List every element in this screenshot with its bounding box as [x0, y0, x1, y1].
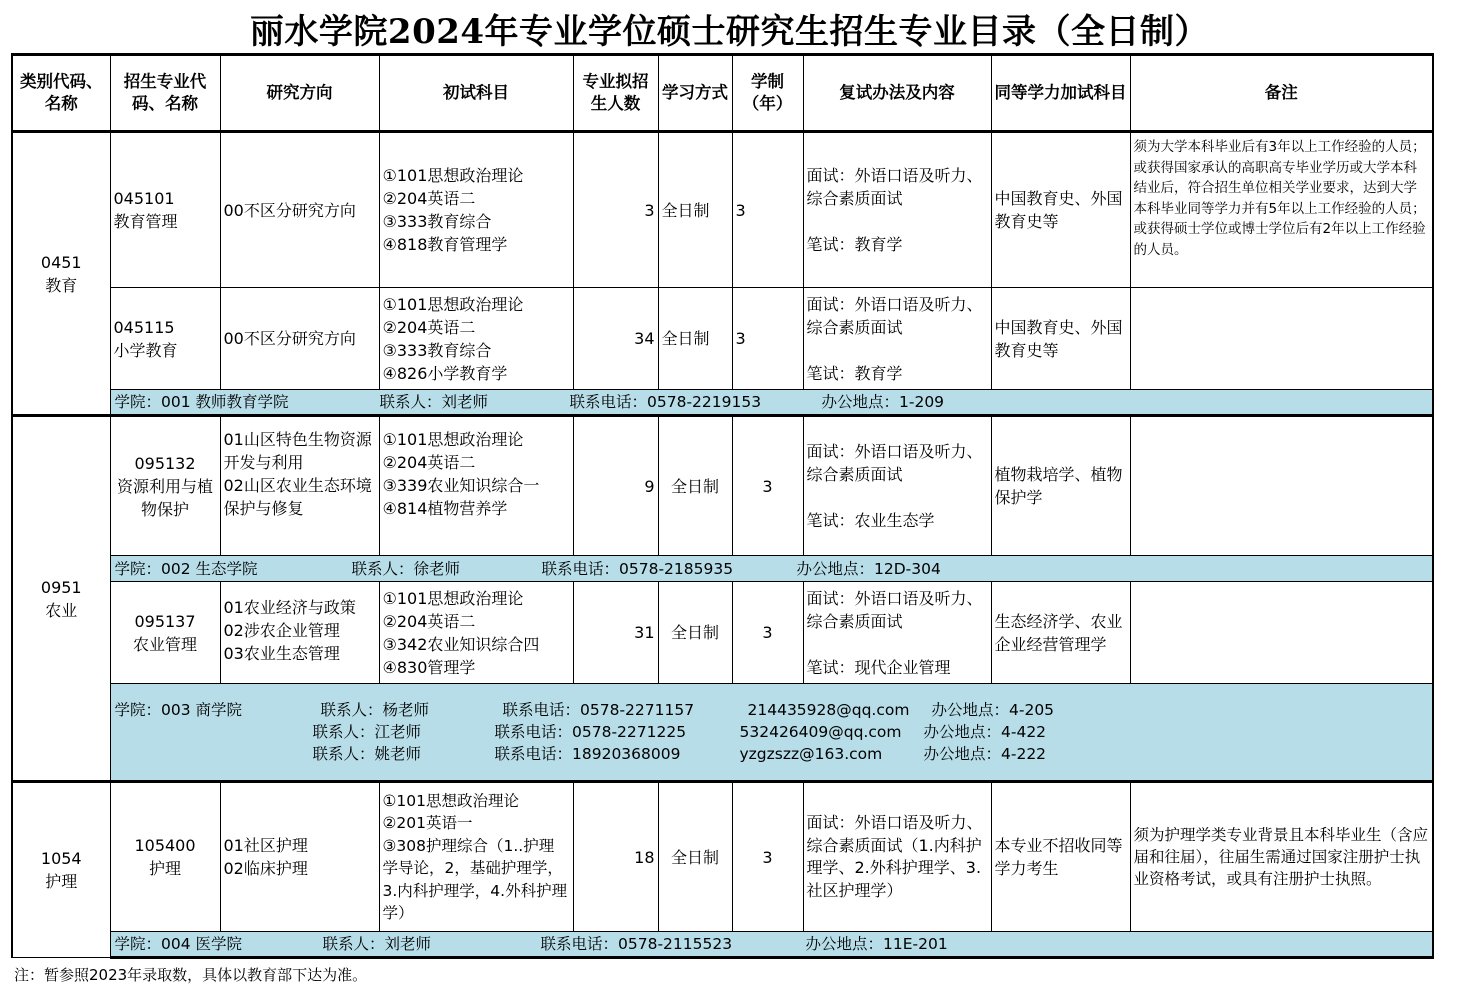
- direction-cell: 01农业经济与政策 02涉农企业管理 03农业生态管理: [220, 582, 379, 684]
- note-cell: [1130, 416, 1433, 556]
- college-name: 学院：003 商学院: [114, 701, 243, 719]
- retest-cell: 面试：外语口语及听力、综合素质面试 笔试：教育学: [803, 288, 991, 390]
- table-row: [12, 416, 1433, 556]
- note-cell: [1130, 582, 1433, 684]
- catalog-table: [11, 53, 1434, 959]
- college-info-row: [12, 556, 1433, 582]
- header-category: 类别代码、名称: [12, 55, 110, 132]
- exams-cell: ①101思想政治理论 ②204英语二 ③333教育综合 ④818教育管理学: [379, 132, 573, 288]
- footnote: 注：暂参照2023年录取数，具体以教育部下达为准。: [14, 966, 368, 984]
- header-major: 招生专业代码、名称: [110, 55, 220, 132]
- note-cell: 须为大学本科毕业后有3年以上工作经验的人员；或获得国家承认的高职高专毕业学历或大学本科结业后，符合招生单位相关学业要求，达到大学本科毕业同等学力并有5年以上工作经验的人员；或获得硕士学位或博士学位后有2年以上工作经验的人员。: [1130, 132, 1433, 288]
- mode-cell: 全日制: [658, 782, 732, 932]
- college-info: [110, 932, 1433, 958]
- category-cell: 0951 农业: [12, 416, 110, 782]
- table-row: [12, 288, 1433, 390]
- contact-email: 532426409@qq.com: [739, 723, 902, 741]
- office-location: 办公地点：4-205: [931, 701, 1055, 719]
- office-location: 办公地点：1-209: [821, 393, 945, 411]
- contact-person: 联系人：刘老师: [322, 935, 432, 953]
- retest-cell: 面试：外语口语及听力、综合素质面试 笔试：现代企业管理: [803, 582, 991, 684]
- category-cell: 0451 教育: [12, 132, 110, 416]
- contact-phone: 联系电话：0578-2219153: [569, 393, 762, 411]
- exams-cell: ①101思想政治理论 ②204英语二 ③333教育综合 ④826小学教育学: [379, 288, 573, 390]
- extra-cell: 本专业不招收同等学力考生: [991, 782, 1130, 932]
- major-cell: 045101 教育管理: [110, 132, 220, 288]
- mode-cell: 全日制: [658, 582, 732, 684]
- header-note: 备注: [1130, 55, 1433, 132]
- major-cell: 095137 农业管理: [110, 582, 220, 684]
- years-cell: 3: [732, 132, 803, 288]
- contact-email: 214435928@qq.com: [747, 701, 910, 719]
- years-cell: 3: [732, 288, 803, 390]
- table-row: [12, 132, 1433, 288]
- contact-person: 联系人：刘老师: [379, 393, 489, 411]
- header-years: 学制（年）: [732, 55, 803, 132]
- table-row: [12, 582, 1433, 684]
- retest-cell: 面试：外语口语及听力、综合素质面试 笔试：教育学: [803, 132, 991, 288]
- contact-phone: 联系电话：0578-2115523: [540, 935, 733, 953]
- college-info: [110, 556, 1433, 582]
- major-cell: 105400 护理: [110, 782, 220, 932]
- note-cell: 须为护理学类专业背景且本科毕业生（含应届和往届），往届生需通过国家注册护士执业资格考试，或具有注册护士执照。: [1130, 782, 1433, 932]
- count-cell: 18: [573, 782, 658, 932]
- retest-cell: 面试：外语口语及听力、综合素质面试 笔试：农业生态学: [803, 416, 991, 556]
- header-count: 专业拟招生人数: [573, 55, 658, 132]
- major-cell: 045115 小学教育: [110, 288, 220, 390]
- count-cell: 31: [573, 582, 658, 684]
- contact-person: 联系人：杨老师: [320, 701, 430, 719]
- extra-cell: 中国教育史、外国教育史等: [991, 288, 1130, 390]
- college-info-row: [12, 390, 1433, 416]
- mode-cell: 全日制: [658, 132, 732, 288]
- college-info-row: [12, 684, 1433, 782]
- table-row: [12, 782, 1433, 932]
- contact-phone: 联系电话：0578-2271157: [502, 701, 695, 719]
- contact-phone: 联系电话：0578-2185935: [541, 559, 734, 578]
- college-name: 学院：002 生态学院: [114, 559, 258, 578]
- page-title: 丽水学院2024年专业学位硕士研究生招生专业目录（全日制）: [249, 12, 1210, 52]
- extra-cell: 中国教育史、外国教育史等: [991, 132, 1130, 288]
- header-row: [12, 55, 1433, 132]
- college-info: [110, 390, 1433, 416]
- header-mode: 学习方式: [658, 55, 732, 132]
- count-cell: 9: [573, 416, 658, 556]
- mode-cell: 全日制: [658, 288, 732, 390]
- contact-phone: 联系电话：18920368009: [494, 745, 681, 763]
- contact-person: 联系人：姚老师: [312, 745, 422, 763]
- retest-cell: 面试：外语口语及听力、综合素质面试（1.内科护理学、2.外科护理学、3.社区护理学）: [803, 782, 991, 932]
- years-cell: 3: [732, 582, 803, 684]
- exams-cell: ①101思想政治理论 ②201英语一 ③308护理综合（1..护理学导论，2，基础护理学，3.内科护理学，4.外科护理学）: [379, 782, 573, 932]
- college-name: 学院：004 医学院: [114, 935, 243, 953]
- contact-person: 联系人：江老师: [312, 723, 422, 741]
- header-extra: 同等学力加试科目: [991, 55, 1130, 132]
- count-cell: 3: [573, 132, 658, 288]
- college-info-row: [12, 932, 1433, 958]
- college-name: 学院：001 教师教育学院: [114, 393, 289, 411]
- extra-cell: 生态经济学、农业企业经营管理学: [991, 582, 1130, 684]
- office-location: 办公地点：4-422: [923, 723, 1047, 741]
- exams-cell: ①101思想政治理论 ②204英语二 ③339农业知识综合一 ④814植物营养学: [379, 416, 573, 556]
- contact-phone: 联系电话：0578-2271225: [494, 723, 687, 741]
- header-direction: 研究方向: [220, 55, 379, 132]
- contact-email: yzgzszz@163.com: [739, 745, 883, 763]
- direction-cell: 00不区分研究方向: [220, 288, 379, 390]
- note-cell: [1130, 288, 1433, 390]
- office-location: 办公地点：4-222: [923, 745, 1047, 763]
- header-retest: 复试办法及内容: [803, 55, 991, 132]
- direction-cell: 01山区特色生物资源开发与利用 02山区农业生态环境保护与修复: [220, 416, 379, 556]
- college-info: [110, 684, 1433, 782]
- contact-person: 联系人：徐老师: [351, 559, 461, 578]
- direction-cell: 00不区分研究方向: [220, 132, 379, 288]
- count-cell: 34: [573, 288, 658, 390]
- major-cell: 095132 资源利用与植物保护: [110, 416, 220, 556]
- office-location: 办公地点：12D-304: [796, 559, 941, 578]
- category-cell: 1054 护理: [12, 782, 110, 958]
- header-exams: 初试科目: [379, 55, 573, 132]
- mode-cell: 全日制: [658, 416, 732, 556]
- direction-cell: 01社区护理 02临床护理: [220, 782, 379, 932]
- exams-cell: ①101思想政治理论 ②204英语二 ③342农业知识综合四 ④830管理学: [379, 582, 573, 684]
- years-cell: 3: [732, 782, 803, 932]
- extra-cell: 植物栽培学、植物保护学: [991, 416, 1130, 556]
- years-cell: 3: [732, 416, 803, 556]
- office-location: 办公地点：11E-201: [805, 935, 948, 953]
